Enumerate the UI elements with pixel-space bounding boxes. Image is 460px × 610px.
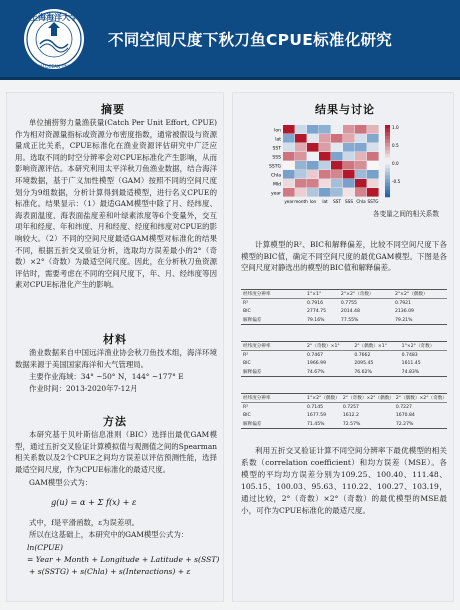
table-cell: 解释偏差	[241, 368, 305, 377]
table-cell: R²	[243, 404, 249, 410]
heatmap-col-label: Chla	[356, 199, 366, 204]
cpue-formula-lhs: ln(CPUE)	[27, 543, 63, 552]
heatmap-scale-step	[385, 161, 390, 165]
heatmap-cell	[283, 134, 295, 143]
poster-title: 不同空间尺度下秋刀鱼CPUE标准化研究	[108, 31, 393, 49]
logo-en-text: SHANGHAI OCEAN UNIVERSITY	[21, 64, 87, 69]
heatmap-cell	[319, 188, 331, 197]
table-cell: R²	[243, 352, 249, 358]
heatmap-caption: 各变量之间的相关系数	[373, 210, 439, 218]
heatmap-scale-step	[385, 172, 390, 176]
table-cell: 1670.84	[395, 413, 415, 419]
heatmap-cell	[307, 143, 319, 152]
heatmap-cell	[331, 170, 343, 179]
heatmap-cell	[283, 188, 295, 197]
left-column	[6, 92, 224, 602]
heatmap-cell	[307, 179, 319, 188]
table-header-cell: 2°×2°（奇数）	[339, 290, 393, 299]
table-cell: 1966.99	[307, 361, 326, 367]
table-cell: 2774.75	[307, 309, 326, 315]
table-cell: 0.7145	[307, 404, 324, 410]
results-title: 结果与讨论	[315, 103, 375, 116]
heatmap-scale-step	[385, 183, 390, 187]
table-cell: 1677.59	[307, 413, 326, 419]
heatmap-cell	[283, 170, 295, 179]
heatmap-cell	[343, 188, 355, 197]
heatmap-row-label: SSTG	[269, 164, 281, 170]
table-header-cell: 1°×1°	[305, 290, 339, 299]
table-header-cell: 经纬度分辨率	[241, 342, 305, 351]
heatmap-cell	[283, 179, 295, 188]
gam-formula: g(u) = α + Σ f(x) + ε	[51, 497, 137, 507]
heatmap-cell	[319, 125, 331, 134]
heatmap-cell	[343, 170, 355, 179]
heatmap-cell	[355, 161, 367, 170]
heatmap-scale-step	[385, 154, 390, 158]
heatmap-scale-step	[385, 179, 390, 183]
heatmap-cell	[367, 143, 379, 152]
table-cell: 74.67%	[305, 368, 352, 377]
table-cell: 77.55%	[339, 316, 393, 325]
heatmap-cell	[319, 170, 331, 179]
heatmap-cell	[367, 152, 379, 161]
heatmap-scale-step	[385, 136, 390, 140]
heatmap-cell	[307, 161, 319, 170]
table-cell: 2095.45	[354, 361, 374, 367]
heatmap-cell	[283, 143, 295, 152]
formula-note: 式中，f是平滑函数，ε为误差项。	[29, 518, 140, 527]
heatmap-cell	[355, 125, 367, 134]
heatmap-cell	[283, 152, 295, 161]
heatmap-cell	[367, 161, 379, 170]
heatmap-cell	[355, 152, 367, 161]
table-cell: 0.7921	[394, 300, 412, 306]
heatmap-cell	[331, 152, 343, 161]
heatmap-cell	[295, 188, 307, 197]
table-header-cell: 2°（奇数）×2°（偶数）	[341, 394, 394, 403]
heatmap-scale-step	[385, 193, 390, 197]
heatmap-cell	[295, 161, 307, 170]
heatmap-cell	[319, 179, 331, 188]
heatmap-cell	[295, 152, 307, 161]
cpue-formula-line1: = Year + Month + Longitude + Latitude + s(SST)	[27, 555, 220, 564]
heatmap-cell	[367, 125, 379, 134]
logo-lettering	[10, 6, 98, 72]
heatmap-scale-step	[385, 129, 390, 133]
heatmap-cell	[355, 188, 367, 197]
table-cell: 79.16%	[305, 316, 339, 325]
table-header-row	[241, 394, 447, 403]
table-cell: BIC	[243, 361, 251, 367]
heatmap-cell	[307, 152, 319, 161]
table-cell: 0.7257	[342, 404, 359, 410]
gam-intro: GAM模型公式为：	[29, 478, 93, 487]
heatmap-row-label: SSS	[272, 155, 281, 161]
results-text-2: 利用五折交叉验证计算不同空间分辨率下最优模型的相关系数（correlation coefficient）和均方误差（MSE）。各模型的平均均方误差分别为109.25、100.40、111.48、105.15、100.03、95.63、110.22、100.27、103.19，通过比较，2°（奇数）×2°（奇数）的最优模型的MSE最小，可作为CPUE标准化的最适尺度。	[241, 446, 447, 515]
results-table-2	[241, 341, 447, 377]
heatmap-cell	[331, 134, 343, 143]
fishing-area-value: 34° ~50° N，144° ~177° E	[80, 372, 184, 381]
table-cell: 0.7227	[395, 404, 412, 410]
heatmap-scale-step	[385, 150, 390, 154]
table-cell: 76.62%	[352, 368, 399, 377]
heatmap-cell	[343, 143, 355, 152]
heatmap-cell	[283, 161, 295, 170]
table-header-cell: 1°×2°（偶数）	[305, 394, 341, 403]
heatmap-row-label: lon	[274, 128, 281, 134]
table-row	[241, 411, 447, 420]
heatmap-cell	[331, 161, 343, 170]
heatmap-col-label: year	[284, 199, 294, 204]
logo-cn-text: 上海海洋大学	[30, 12, 78, 22]
table-cell: 0.7467	[307, 352, 324, 358]
heatmap-cell	[367, 134, 379, 143]
heatmap-cell	[331, 179, 343, 188]
heatmap-cell	[367, 170, 379, 179]
heatmap-cell	[295, 143, 307, 152]
table-cell: 71.45%	[305, 420, 341, 429]
table-row	[241, 299, 447, 308]
fishing-time-value: 2013-2020年7-12月	[65, 384, 138, 393]
table-header-cell: 1°×2°（奇数）	[400, 342, 447, 351]
heatmap-col-label: SSS	[345, 199, 353, 204]
table-header-cell: 2°（偶数）×1°	[352, 342, 399, 351]
heatmap-scale-step	[385, 139, 390, 143]
materials-text: 渔业数据来自中国远洋渔业协会秋刀鱼技术组，海洋环境数据来源于美国国家海洋和大气管理局。	[15, 348, 217, 369]
table-cell: 0.7483	[401, 352, 418, 358]
heatmap-cell	[283, 125, 295, 134]
table-cell: 2014.48	[340, 309, 360, 315]
formula-intro-2: 所以在这基础上，本研究中的GAM模型公式为：	[29, 530, 189, 539]
table-cell: 72.57%	[341, 420, 394, 429]
fishing-time	[29, 383, 219, 395]
heatmap-col-label: month	[294, 199, 308, 204]
table-header-row	[241, 342, 447, 351]
table-row	[241, 420, 447, 429]
heatmap-scale-label: 0.5	[392, 143, 399, 148]
results-table-3	[241, 393, 447, 429]
heatmap-row-label: year	[270, 191, 281, 197]
table-cell: 1611.45	[401, 361, 421, 367]
heatmap-cell	[307, 188, 319, 197]
table-cell: 74.83%	[400, 368, 447, 377]
table-row	[241, 316, 447, 325]
abstract-text: 单位捕捞努力量渔获量(Catch Per Unit Effort, CPUE) 作为相对资源量指标或资源分布密度指数，通常被假设与资源量成正比关系，CPUE标准化在渔业资源评估研究中广泛应用。选取不同的时空分辨率会对CPUE标准化产生影响，从而影响资源评估。本研究利用太平洋秋刀鱼渔业数据，结合海洋环境数据，基于广义加性模型（GAM）按照不同的空间尺度划分为9组数据，分析计算得到最适模型，进行名义CPUE的标准化。结果显示：（1）最适GAM模型中除了月、经纬度、海表面温度、海表面盐度差和叶绿素浓度等6个变量外，交互项年和经度、年和纬度、月和经度、经度和纬度对CPUE的影响较大。（2）不同的空间尺度最适GAM模型对标准化的结果不同，根据五折交叉验证分析，选取均方误差最小的2°（奇数）×2°（奇数）为最适空间尺度。因此，在分析秋刀鱼资源评估时，需要考虑在不同的空间尺度下，年、月、经纬度等因素对CPUE标准化产生的影响。	[15, 118, 217, 290]
heatmap-col-label: lat	[322, 199, 328, 204]
heatmap-cell	[295, 170, 307, 179]
heatmap-cell	[343, 179, 355, 188]
heatmap-row-label: SST	[272, 146, 281, 152]
table-cell: 79.21%	[393, 316, 447, 325]
heatmap-scale-step	[385, 175, 390, 179]
heatmap-cell	[319, 134, 331, 143]
right-column	[232, 92, 454, 602]
heatmap-scale-step	[385, 168, 390, 172]
table-cell: BIC	[243, 309, 251, 315]
table-header-row	[241, 290, 447, 299]
heatmap-cell	[319, 152, 331, 161]
table-header-cell: 2°×2°（偶数）	[393, 290, 447, 299]
table-row	[241, 403, 447, 412]
table-row	[241, 351, 447, 360]
heatmap-cell	[319, 143, 331, 152]
heatmap-scale-label: 1.0	[392, 125, 399, 130]
heatmap-cell	[343, 125, 355, 134]
heatmap-cell	[355, 134, 367, 143]
table-cell: 0.7755	[340, 300, 357, 306]
heatmap-cell	[367, 179, 379, 188]
table-header-cell: 经纬度分辨率	[241, 290, 305, 299]
heatmap-row-label: Chla	[270, 173, 281, 179]
table-row	[241, 359, 447, 368]
table-cell: R²	[243, 300, 249, 306]
fishing-time-label: 作业时间：	[29, 384, 66, 393]
heatmap-cell	[307, 170, 319, 179]
table-cell: 72.27%	[394, 420, 447, 429]
heatmap-row-label: Mld	[273, 182, 281, 188]
heatmap-cell	[307, 125, 319, 134]
heatmap-cell	[367, 188, 379, 197]
heatmap-cell	[295, 134, 307, 143]
heatmap-col-label: lon	[309, 199, 317, 204]
heatmap-cell	[307, 134, 319, 143]
heatmap-cell	[343, 161, 355, 170]
fishing-area-label: 主要作业海域：	[29, 372, 81, 381]
correlation-heatmap	[247, 121, 427, 213]
heatmap-cell	[343, 152, 355, 161]
table-header-cell: 经纬度分辨率	[241, 394, 305, 403]
heatmap-scale-label: 0.0	[392, 161, 399, 166]
table-header-cell: 2°（偶数）×2°（奇数）	[394, 394, 447, 403]
fishing-area	[29, 371, 219, 383]
heatmap-scale-step	[385, 143, 390, 147]
table-header-cell: 2°（奇数）×1°	[305, 342, 352, 351]
table-cell: 0.7662	[354, 352, 371, 358]
header-bar	[0, 0, 460, 80]
heatmap-cell	[331, 188, 343, 197]
heatmap-cell	[319, 161, 331, 170]
abstract-title: 摘要	[101, 103, 125, 116]
heatmap-row-label: lat	[275, 137, 281, 143]
heatmap-scale-step	[385, 132, 390, 136]
heatmap-scale-step	[385, 157, 390, 161]
heatmap-cell	[343, 134, 355, 143]
materials-title: 材料	[103, 333, 127, 346]
results-table-1	[241, 289, 447, 325]
heatmap-scale-step	[385, 190, 390, 194]
heatmap-col-label: SST	[333, 199, 341, 204]
table-cell: 1612.2	[342, 413, 359, 419]
table-row	[241, 368, 447, 377]
heatmap-cell	[295, 125, 307, 134]
table-row	[241, 307, 447, 316]
heatmap-cell	[331, 125, 343, 134]
table-cell: 0.7916	[307, 300, 324, 306]
table-cell: 2136.09	[394, 309, 414, 315]
cpue-formula-line2: + s(SSTG) + s(Chla) + s(Interactions) + ε	[29, 567, 191, 576]
heatmap-scale-step	[385, 165, 390, 169]
heatmap-cell	[355, 179, 367, 188]
heatmap-cell	[331, 143, 343, 152]
heatmap-scale-step	[385, 147, 390, 151]
heatmap-cell	[355, 143, 367, 152]
table-cell: 解释偏差	[241, 316, 305, 325]
heatmap-scale-step	[385, 125, 390, 129]
heatmap-scale-step	[385, 186, 390, 190]
methods-title: 方法	[103, 415, 127, 428]
table-cell: BIC	[243, 413, 251, 419]
heatmap-col-label: SSTG	[367, 199, 379, 204]
heatmap-cell	[355, 170, 367, 179]
table-cell: 解释偏差	[241, 420, 305, 429]
results-text-1: 计算模型的R²、BIC和解释偏差，比较不同空间尺度下各模型的BIC值，确定不同空间尺度的最优GAM模型。下图是各空间尺度对静选出的模型的BIC值和解释偏差。	[241, 240, 447, 273]
heatmap-scale-label: -0.5	[392, 179, 401, 184]
methods-text: 本研究基于贝叶斯信息准则（BIC）选择出最优GAM模型，通过五折交叉验证计算模拟值与观测值之间的Spearman相关系数以及2个CPUE之间均方误差以评估预测性能，选择最适空间尺度，作为CPUE标准化的最适尺度。	[15, 430, 217, 474]
heatmap-cell	[295, 179, 307, 188]
